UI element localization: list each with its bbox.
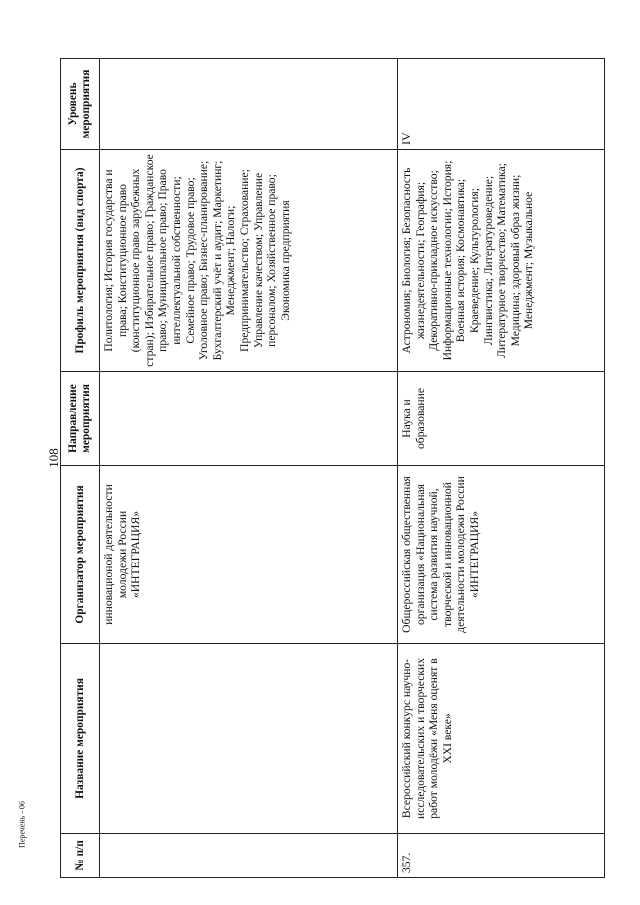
footer-note: Перечень - 06 bbox=[17, 801, 27, 848]
row-level: IV bbox=[398, 59, 605, 150]
header-name: Название мероприятия bbox=[61, 644, 100, 834]
row-level bbox=[100, 59, 398, 150]
header-direction: Направление мероприятия bbox=[61, 372, 100, 466]
row-num bbox=[100, 834, 398, 878]
row-direction: Наука и образование bbox=[398, 372, 605, 466]
table-row bbox=[398, 59, 605, 878]
events-table bbox=[60, 58, 605, 878]
table-header-row bbox=[61, 59, 100, 878]
row-organizer: инновационой деятельности молодежи России «ИНТЕГРАЦИЯ» bbox=[100, 466, 398, 644]
row-name bbox=[100, 644, 398, 834]
table-row bbox=[100, 59, 398, 878]
row-profile: Политология; История государства и права; Конституционное право (конституционное право зарубежных стран); Избирательное право; Гражданское право; Муниципальное право; Право интеллектуальной собственности; Семейное право; Трудовое право; Уголовное право; Бизнес-планирование; Бухгалтерский учёт и аудит; Маркетинг; Менеджмент; Налоги; Предпринимательство; Страхование; Управление качеством; Управление персоналом; Хозяйственное право; Экономика предприятия bbox=[100, 150, 398, 372]
table-frame bbox=[60, 59, 605, 878]
row-direction bbox=[100, 372, 398, 466]
row-profile: Астрономия; Биология; Безопасность жизнедеятельности; География; Декоративно-прикладное искусство; Информационные технологии; История; Военная история; Космонавтика; Краеведение; Культурология; Лингвистика; Литературоведение; Литературное творчество; Математика; Медицина; здоровый образ жизни; Менеджмент; Музыкальное bbox=[398, 150, 605, 372]
row-organizer: Общероссийская общественная организация «Национальная система развития научной, творческой и инновационной деятельности молодежи России «ИНТЕГРАЦИЯ» bbox=[398, 466, 605, 644]
row-num: 357. bbox=[398, 834, 605, 878]
header-profile: Профиль мероприятия (вид спорта) bbox=[61, 150, 100, 372]
rotated-table-wrapper bbox=[60, 59, 605, 878]
row-name: Всероссийский конкурс научно-исследовательских и творческих работ молодёжи «Меня оценят в XXI веке» bbox=[398, 644, 605, 834]
page-number: 108 bbox=[46, 448, 61, 468]
header-num: № п/п bbox=[61, 834, 100, 878]
header-organizer: Организатор мероприятия bbox=[61, 466, 100, 644]
header-level: Уровень мероприятия bbox=[61, 59, 100, 150]
